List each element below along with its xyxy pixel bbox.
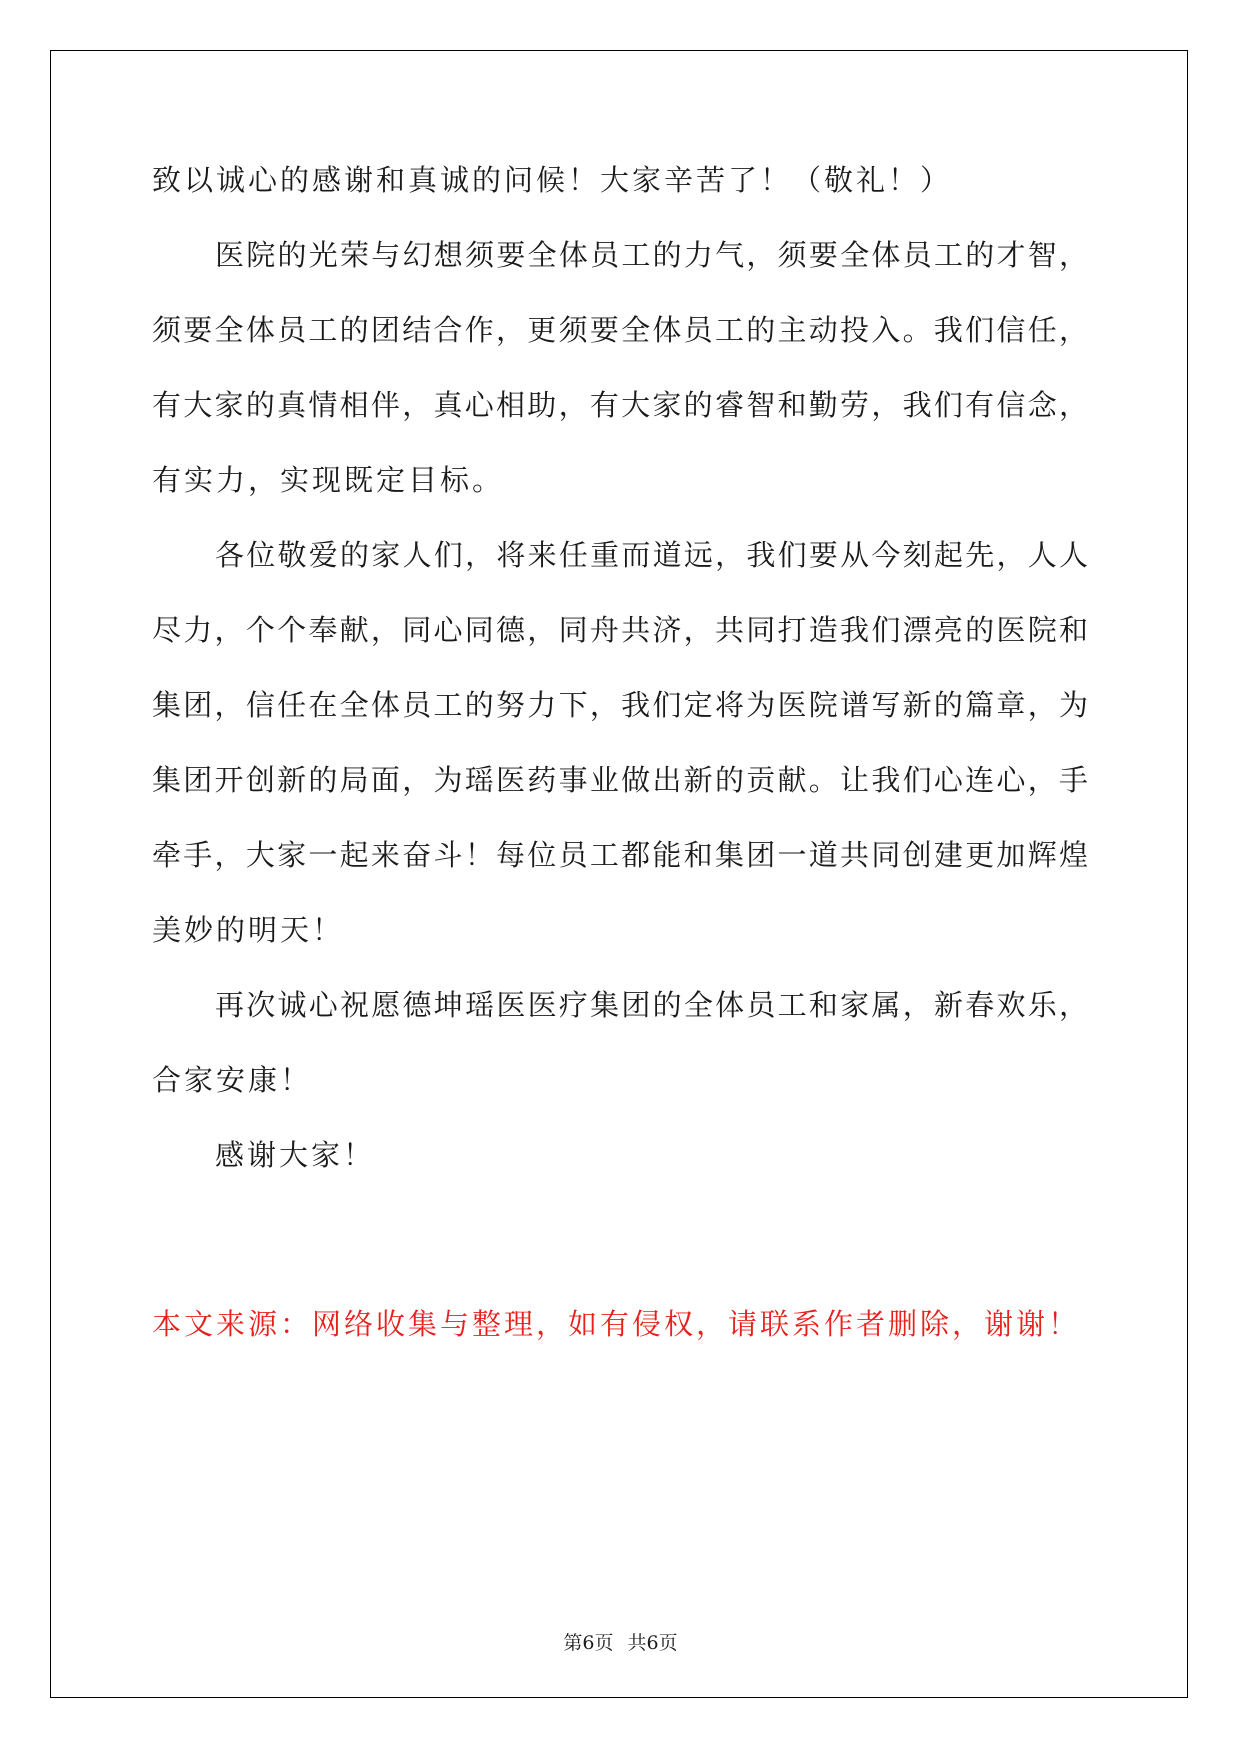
body-line-2: 医院的光荣与幻想须要全体员工的力气，须要全体员工的才智， xyxy=(215,238,1088,272)
body-line-10: 牵手，大家一起来奋斗！每位员工都能和集团一道共同创建更加辉煌 xyxy=(152,838,1088,872)
total-pages-label: 共6页 xyxy=(627,1632,678,1654)
body-line-14: 感谢大家！ xyxy=(215,1138,376,1172)
body-line-1: 致以诚心的感谢和真诚的问候！大家辛苦了！（敬礼！） xyxy=(152,163,953,197)
source-note: 本文来源：网络收集与整理，如有侵权，请联系作者删除，谢谢！ xyxy=(152,1307,1081,1341)
body-line-11: 美妙的明天！ xyxy=(152,913,345,947)
body-line-12: 再次诚心祝愿德坤瑶医医疗集团的全体员工和家属，新春欢乐， xyxy=(215,988,1088,1022)
body-line-4: 有大家的真情相伴，真心相助，有大家的睿智和勤劳，我们有信念， xyxy=(152,388,1088,422)
current-page-label: 第6页 xyxy=(563,1632,614,1654)
body-line-7: 尽力，个个奉献，同心同德，同舟共济，共同打造我们漂亮的医院和 xyxy=(152,613,1088,647)
body-line-8: 集团，信任在全体员工的努力下，我们定将为医院谱写新的篇章，为 xyxy=(152,688,1088,722)
body-line-3: 须要全体员工的团结合作，更须要全体员工的主动投入。我们信任， xyxy=(152,313,1088,347)
body-line-13: 合家安康！ xyxy=(152,1063,313,1097)
body-line-9: 集团开创新的局面，为瑶医药事业做出新的贡献。让我们心连心，手 xyxy=(152,763,1088,797)
document-body xyxy=(152,160,1088,1373)
page-footer xyxy=(0,1628,1241,1655)
body-line-6: 各位敬爱的家人们，将来任重而道远，我们要从今刻起先，人人 xyxy=(215,538,1088,572)
spacer xyxy=(152,1210,1088,1275)
body-line-5: 有实力，实现既定目标。 xyxy=(152,463,505,497)
